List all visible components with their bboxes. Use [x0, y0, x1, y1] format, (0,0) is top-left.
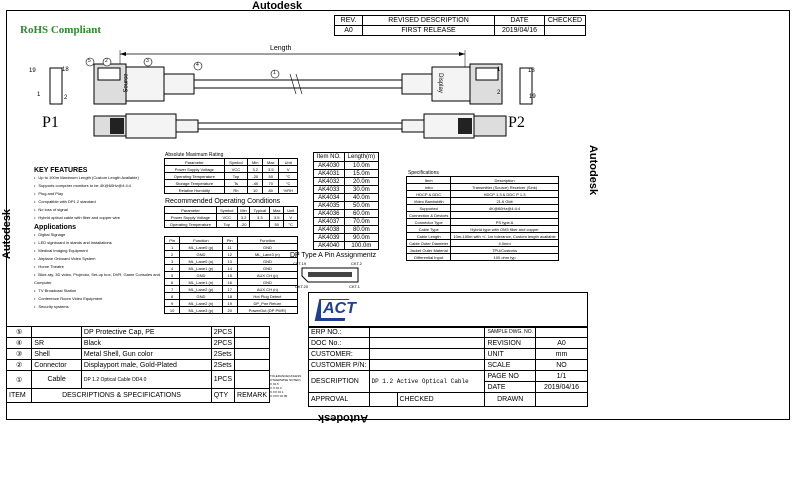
cell: AUX CH (n) [237, 286, 297, 293]
cell: 13 [222, 258, 237, 265]
cell: GND [237, 258, 297, 265]
cell: VCC [216, 214, 237, 221]
cell: TPU/Customs [451, 247, 558, 254]
cell: VCC [224, 166, 248, 173]
cell: Jacket Outer Material [407, 247, 451, 254]
tolerance-line: X.XX ±0.1 [270, 390, 284, 394]
length-arrow-right [459, 52, 465, 56]
cell: °C [279, 173, 298, 180]
cell: 3.5 [270, 214, 284, 221]
cell: AK4032 [314, 178, 345, 186]
abs-max-table [164, 158, 298, 194]
cell: 15 [222, 272, 237, 279]
customer-label: CUSTOMER: [309, 349, 370, 360]
pin-label-r1: 1 [497, 67, 501, 73]
cell: ML_Lane2 (n) [180, 300, 222, 307]
cell: 6 [165, 279, 180, 286]
cell: Item [407, 177, 451, 184]
cell: ML_Lane2 (p) [180, 286, 222, 293]
specs-title: Specifications [408, 170, 439, 176]
cell: 12 [222, 251, 237, 258]
cell: 8 [165, 293, 180, 300]
feature-item: • No loss of signal [34, 206, 162, 214]
cell: GND [180, 272, 222, 279]
bom-no: ⑤ [7, 327, 32, 338]
cell: Storage Temperature [165, 180, 225, 187]
cell: PowerOut (DP PWR) [237, 307, 297, 314]
bom-remark [235, 349, 270, 360]
unit-label: UNIT [485, 349, 536, 360]
bom-desc: Displayport male, Gold-Plated [81, 360, 211, 371]
cell: 2 [165, 251, 180, 258]
bom-qty: 2PCS [211, 338, 234, 349]
erp-label: ERP NO.: [309, 327, 370, 338]
cell: Top [216, 221, 237, 228]
cell: Transmitter (Source) Receiver (Sink) [451, 184, 558, 191]
bom-desc: DP Protective Cap, PE [81, 327, 211, 338]
cell: V [279, 166, 298, 173]
ckt1-label: CKT.1 [349, 284, 360, 289]
cell: 3 [165, 258, 180, 265]
callout-4: 4 [196, 62, 199, 68]
cell: GND [237, 244, 297, 251]
cell: 15.0m [344, 170, 378, 178]
bom-no: ① [7, 371, 32, 389]
cell: 3.5 [263, 166, 279, 173]
cell: Pin [222, 237, 237, 244]
bom-no: ④ [7, 338, 32, 349]
key-features [34, 167, 162, 222]
cell: Power Supply Voltage [165, 166, 225, 173]
cell: 11 [222, 244, 237, 251]
cell: 10.0m [344, 162, 378, 170]
cell: 90.0m [344, 234, 378, 242]
cell: 30.0m [344, 186, 378, 194]
description-label: DESCRIPTION [309, 371, 370, 393]
bom-no: ③ [7, 349, 32, 360]
cell: 80.0m [344, 226, 378, 234]
cell: Rh [224, 187, 248, 194]
bom-name: Shell [32, 349, 82, 360]
feature-item: • Supports computer monitors to be 4K@60Hz@4:4:4 [34, 182, 162, 190]
callout-5: 5 [88, 58, 91, 64]
bom-remark [235, 327, 270, 338]
p1-bottom-strain-relief [176, 120, 198, 132]
bom-remark [235, 371, 270, 389]
bom-footer-desc: DESCRIPTIONS & SPECIFICATIONS [32, 389, 211, 403]
cell: GND [180, 293, 222, 300]
dp-pin-title: DP Type A Pin Assignmentz [290, 252, 377, 259]
cell: Intro [407, 184, 451, 191]
act-logo-text: ACT [323, 300, 356, 317]
cable-drawing [10, 40, 590, 150]
sample-label: SAMPLE DWG. NO. [485, 327, 536, 338]
cell: 3.3 [250, 214, 270, 221]
cell: 4K@60Hz@4:4:4 [451, 205, 558, 212]
cell: -20 [237, 221, 250, 228]
cell: Description [451, 177, 558, 184]
cell: Cable Outer Diameter [407, 240, 451, 247]
cell: ML_Lane0 (n) [180, 258, 222, 265]
bom-desc: Metal Shell, Gun color [81, 349, 211, 360]
cell: DP_Pwr Return [237, 300, 297, 307]
tolerance-line: X.X ±0.3 [270, 386, 282, 390]
application-item: • Home Theatre [34, 263, 162, 271]
bom-name: Cable [32, 371, 82, 389]
application-item: • Security systems [34, 303, 162, 311]
cell: 4.0mm [451, 240, 558, 247]
approval-label: APPROVAL [309, 393, 370, 407]
date-value: 2019/04/16 [536, 382, 588, 393]
cell: Relative Humidity [165, 187, 225, 194]
revision-value: A0 [536, 338, 588, 349]
cell: 70 [263, 180, 279, 187]
rev-header: REV. [335, 16, 363, 26]
cell: Supported [407, 205, 451, 212]
cell: 9 [165, 300, 180, 307]
cell: 21.6 Gbit [451, 198, 558, 205]
pin-label-r18: 18 [528, 68, 535, 74]
logo-box [308, 292, 588, 328]
length-label: Length [270, 45, 292, 52]
tolerance-line: X ±0.5 [270, 382, 279, 386]
page-label: PAGE NO [485, 371, 536, 382]
cell: 10 [165, 307, 180, 314]
callout-1: 1 [273, 70, 276, 76]
bom-remark [235, 360, 270, 371]
ckt20-label: CKT.20 [295, 284, 309, 289]
rev-date-header: DATE [495, 16, 545, 26]
cell: -20 [248, 173, 263, 180]
cell: ML_Lane3 (n) [237, 251, 297, 258]
cell: Pin [165, 237, 180, 244]
cell: PS type A [451, 219, 558, 226]
cell: 3.2 [248, 166, 263, 173]
cell: 40.0m [344, 194, 378, 202]
cell: Power Supply Voltage [165, 214, 217, 221]
pin-label-l1: 1 [37, 92, 41, 98]
cell: GND [237, 279, 297, 286]
cell: 20 [222, 307, 237, 314]
application-item: • TV Broadcast Station [34, 287, 162, 295]
drawn-value [536, 393, 588, 407]
p2-label: P2 [508, 114, 525, 131]
watermark-left: Autodesk [1, 208, 14, 260]
erp-value [369, 327, 485, 338]
cell: HDCP 1.3 & DDC P 1.3 [451, 191, 558, 198]
bom-footer-qty: QTY [211, 389, 234, 403]
cell: HDCP & DDC [407, 191, 451, 198]
cell: Cable Type [407, 226, 451, 233]
cell: AK4036 [314, 210, 345, 218]
rev-date-value: 2019/04/16 [495, 26, 545, 36]
rev-value: A0 [335, 26, 363, 36]
cell: GND [237, 265, 297, 272]
ckt19-label: CKT.19 [293, 261, 307, 266]
p1-end-view [50, 68, 62, 104]
p1-label: P1 [42, 114, 59, 131]
watermark-bottom: Autodesk [318, 412, 369, 424]
item-table [313, 152, 379, 250]
p1-bottom-shell [126, 114, 176, 138]
pin-label-r2: 2 [497, 90, 501, 96]
cell: °C [284, 221, 298, 228]
cell: V [284, 214, 298, 221]
cell: Parameter [165, 207, 217, 214]
cell: Ts [224, 180, 248, 187]
cell: Hot Plug Detect [237, 293, 297, 300]
description-value: DP 1.2 Active Optical Cable [369, 371, 485, 393]
cell: Max [263, 159, 279, 166]
cell: AK4033 [314, 186, 345, 194]
cell: -40 [248, 180, 263, 187]
customer-value [369, 349, 485, 360]
drawn-label: DRAWN [485, 393, 536, 407]
bom-desc: DP 1.2 Optical Cable OD4.0 [81, 371, 211, 389]
cell: AK4039 [314, 234, 345, 242]
cell: Video Bandwidth [407, 198, 451, 205]
cell: 19 [222, 300, 237, 307]
bom-desc: Black [81, 338, 211, 349]
rev-checked-header: CHECKED [545, 16, 586, 26]
cell: Hybrid type with OM3 fiber and copper [451, 226, 558, 233]
rev-checked-value [545, 26, 586, 36]
cell: 50 [263, 173, 279, 180]
abs-max-title: Absolute Maximum Rating [165, 152, 224, 158]
cell: AUX CH (p) [237, 272, 297, 279]
watermark-top: Autodesk [252, 0, 303, 12]
cell: Unit [284, 207, 298, 214]
cell: 17 [222, 286, 237, 293]
length-arrow-left [120, 52, 126, 56]
cell: 50 [270, 221, 284, 228]
cell: Connector Type [407, 219, 451, 226]
bom-qty: 1PCS [211, 371, 234, 389]
cell: 80 [263, 187, 279, 194]
cell: Connection & Devices [407, 212, 451, 219]
cell: Cable Length [407, 233, 451, 240]
bom-name [32, 327, 82, 338]
doc-value [369, 338, 485, 349]
cell: AK4030 [314, 162, 345, 170]
cell: AK4040 [314, 242, 345, 250]
dp-connector-contacts [308, 272, 352, 277]
p1-top-shell [123, 67, 164, 101]
revision-block [334, 15, 586, 36]
tolerance-line: X.XXX ±0.05 [270, 394, 288, 398]
cell: 7 [165, 286, 180, 293]
cell: 14 [222, 265, 237, 272]
pin-table [164, 236, 298, 314]
cell: 100 ohm typ [451, 254, 558, 261]
checked-label: CHECKED [397, 393, 485, 407]
cell: Symbol [224, 159, 248, 166]
cell: Symbol [216, 207, 237, 214]
applications [34, 224, 162, 311]
cell: ML_Lane1 (p) [180, 265, 222, 272]
ckt2-label: CKT.2 [351, 261, 362, 266]
cell: AK4031 [314, 170, 345, 178]
p1-top-strain-relief [164, 74, 194, 94]
approval-value [369, 393, 397, 407]
cell: Top [224, 173, 248, 180]
cell: Item NO. [314, 153, 345, 162]
bom-footer-remark: REMARK [235, 389, 270, 403]
watermark-right: Autodesk [587, 144, 600, 196]
scale-value: NO [536, 360, 588, 371]
title-block [308, 326, 588, 407]
date-label: DATE [485, 382, 536, 393]
feature-item: • Hybrid optical cable with fiber and copper wire [34, 214, 162, 222]
cell: 50.0m [344, 202, 378, 210]
cell: Unit [279, 159, 298, 166]
dp-connector-diagram [300, 266, 360, 284]
cell: 10m-100m with +/- 1m tolerance, Custom length available [451, 233, 558, 240]
callout-2: 2 [105, 58, 108, 64]
feature-item: • Plug and Play [34, 190, 162, 198]
bom-qty: 2PCS [211, 327, 234, 338]
bom-footer-item: ITEM [7, 389, 32, 403]
cell [250, 221, 270, 228]
bom-remark [235, 338, 270, 349]
cell: AK4035 [314, 202, 345, 210]
cell: ML_Lane1 (n) [180, 279, 222, 286]
source-label: Source [123, 73, 130, 93]
revision-label: REVISION [485, 338, 536, 349]
cell [451, 212, 558, 219]
key-features-title: KEY FEATURES [34, 167, 88, 174]
p2-logo-box [458, 118, 472, 134]
p1-logo-box [110, 118, 124, 134]
cell: Differential Input [407, 254, 451, 261]
callout-3: 3 [146, 58, 149, 64]
cell: ML_Lane3 (p) [180, 307, 222, 314]
cell: 5 [165, 272, 180, 279]
p2-top-plug-inner [476, 67, 501, 80]
applications-title: Applications [34, 224, 77, 231]
pin-label-l18: 18 [62, 67, 69, 73]
application-item: • Conference Room Video Equipment [34, 295, 162, 303]
cell: %RH [279, 187, 298, 194]
rev-desc-value: FIRST RELEASE [363, 26, 495, 36]
application-item: • Airplane Onboard Video System [34, 255, 162, 263]
rohs-label: RoHS Compliant [20, 24, 101, 36]
cell: 3.2 [237, 214, 250, 221]
bom-name: SR [32, 338, 82, 349]
p2-bottom-plug [474, 116, 506, 136]
bom-table [6, 326, 270, 403]
tolerance-note [270, 374, 308, 398]
application-item: • LED signboard in stands and installations [34, 239, 162, 247]
pin-label-l19: 19 [29, 68, 36, 74]
scale-label: SCALE [485, 360, 536, 371]
cell: 16 [222, 279, 237, 286]
cell: 4 [165, 265, 180, 272]
application-item: • Digital Signage [34, 231, 162, 239]
cell: Operating Temperature [165, 173, 225, 180]
p1-top-plug-inner [98, 68, 120, 80]
application-item: • Blue-ray, 3D video, Projector, Set-up box, DVR, Game Consoles and Computer [34, 271, 162, 287]
cable-break-left [290, 74, 296, 94]
rev-desc-header: REVISED DESCRIPTION [363, 16, 495, 26]
pin-label-l2: 2 [64, 95, 68, 101]
cell: Parameter [165, 159, 225, 166]
cell: 100.0m [344, 242, 378, 250]
cell: Min [248, 159, 263, 166]
display-label: Display [436, 73, 443, 93]
cell: 18 [222, 293, 237, 300]
bom-qty: 2Sets [211, 360, 234, 371]
cell: Typical [250, 207, 270, 214]
application-item: • Medical Imaging Equipment [34, 247, 162, 255]
cell: 70.0m [344, 218, 378, 226]
feature-item: • Up to 100m Maximum Length (Custom Length Available) [34, 174, 162, 182]
cell: Min [237, 207, 250, 214]
cell: 20.0m [344, 178, 378, 186]
rec-op-table [164, 206, 298, 228]
cell: GND [180, 251, 222, 258]
page-value: 1/1 [536, 371, 588, 382]
p2-top-strain-relief [402, 74, 432, 94]
cell: Function [180, 237, 222, 244]
doc-label: DOC No.: [309, 338, 370, 349]
cell: 10 [248, 187, 263, 194]
bom-name: Connector [32, 360, 82, 371]
bom-qty: 2Sets [211, 349, 234, 360]
p2-bottom-strain-relief [402, 120, 424, 132]
pin-label-r19: 19 [529, 94, 536, 100]
cell: AK4037 [314, 218, 345, 226]
tolerance-title: TOLERANCE(UNLESS OTHERWISE NOTED) [270, 374, 302, 382]
specs-table [406, 176, 559, 261]
feature-item: • Compatible with DP1.2 standard [34, 198, 162, 206]
customer-pn-label: CUSTOMER P/N: [309, 360, 370, 371]
cell: Max [270, 207, 284, 214]
cell: ML_Lane0 (p) [180, 244, 222, 251]
cell: AK4038 [314, 226, 345, 234]
cell: 1 [165, 244, 180, 251]
cell: Length(m) [344, 153, 378, 162]
cell: Function [237, 237, 297, 244]
cell: Operating Temperature [165, 221, 217, 228]
customer-pn-value [369, 360, 485, 371]
cell: 60.0m [344, 210, 378, 218]
bom-no: ② [7, 360, 32, 371]
rec-op-title: Recommended Operating Conditions [165, 198, 281, 205]
cell: AK4034 [314, 194, 345, 202]
sample-value [536, 327, 588, 338]
unit-value: mm [536, 349, 588, 360]
cell: °C [279, 180, 298, 187]
cable-break-right [296, 74, 302, 94]
